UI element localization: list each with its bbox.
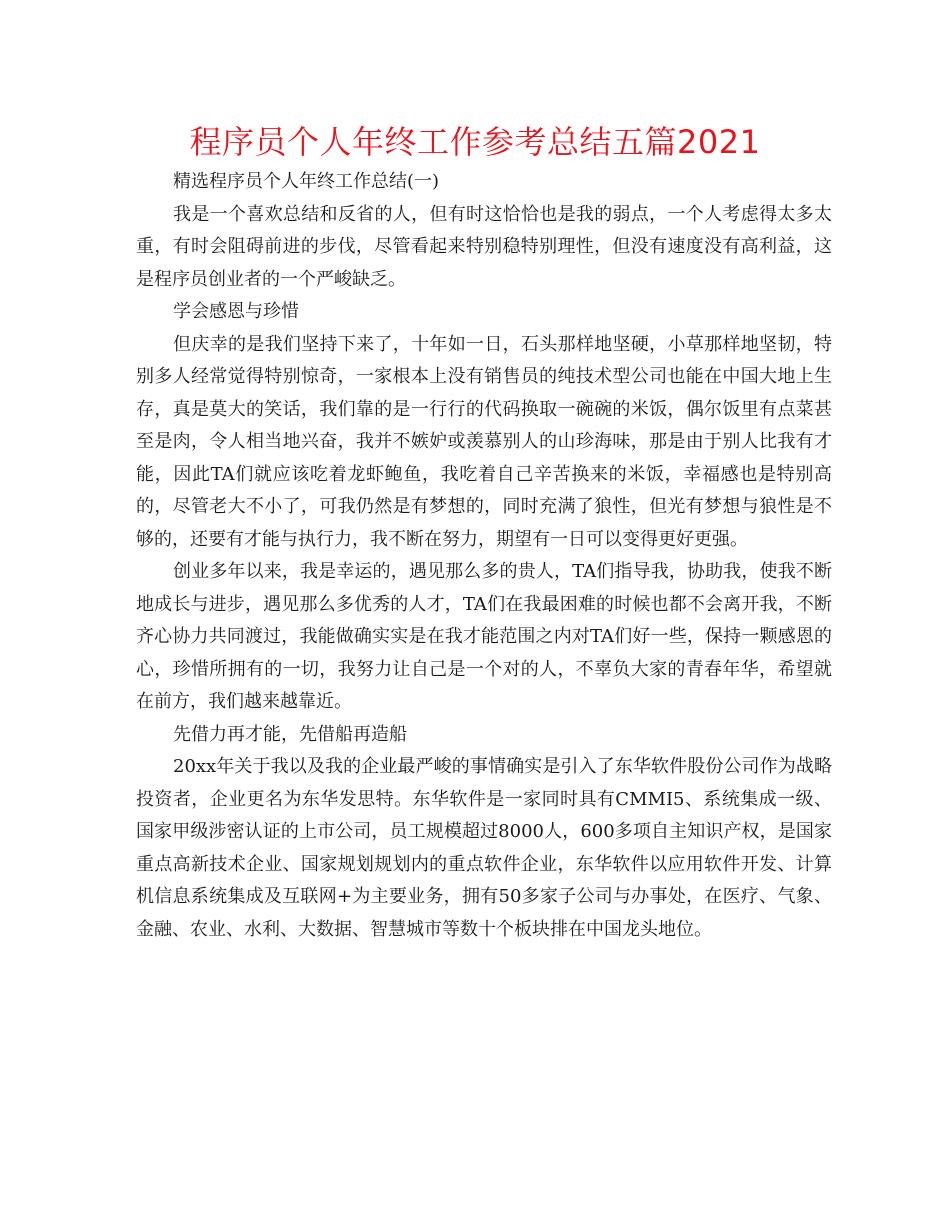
paragraph-subheading: 先借力再才能，先借船再造船: [173, 723, 407, 745]
document-title: 程序员个人年终工作参考总结五篇2021: [189, 123, 761, 161]
paragraph-subheading: 学会感恩与珍惜: [173, 301, 299, 322]
paragraph: 但庆幸的是我们坚持下来了，十年如一日，石头那样地坚硬，小草那样地坚韧，特别多人经常觉得特别惊奇，一家根本上没有销售员的纯技术型公司也能在中国大地上生存，真是莫大的笑话，我们靠的是一行行的代码换取一碗碗的米饭，偶尔饭里有点菜甚至是肉，令人相当地兴奋，我并不嫉妒或羡慕别人的山珍海味，那是由于别人比我有才能，因此TA们就应该吃着龙虾鲍鱼，我吃着自己辛苦换来的米饭，幸福感也是特别高的，尽管老大不小了，可我仍然是有梦想的，同时充满了狼性，但光有梦想与狼性是不够的，还要有才能与执行力，我不断在努力，期望有一日可以变得更好更强。: [136, 333, 832, 550]
paragraph: 20xx年关于我以及我的企业最严峻的事情确实是引入了东华软件股份公司作为战略投资者，企业更名为东华发思特。东华软件是一家同时具有CMMI5、系统集成一级、国家甲级涉密认证的上市公司，员工规模超过8000人，600多项自主知识产权，是国家重点高新技术企业、国家规划规划内的重点软件企业，东华软件以应用软件开发、计算机信息系统集成及互联网+为主要业务，拥有50多家子公司与办事处，在医疗、气象、金融、农业、水利、大数据、智慧城市等数十个板块排在中国龙头地位。: [136, 756, 832, 940]
document-body: [136, 166, 832, 946]
paragraph: 创业多年以来，我是幸运的，遇见那么多的贵人，TA们指导我，协助我，使我不断地成长与进步，遇见那么多优秀的人才，TA们在我最困难的时候也都不会离开我，不断齐心协力共同渡过，我能做确实实是在我才能范围之内对TA们好一些，保持一颗感恩的心，珍惜所拥有的一切，我努力让自己是一个对的人，不辜负大家的青春年华，希望就在前方，我们越来越靠近。: [136, 561, 832, 712]
paragraph-section-heading: 精选程序员个人年终工作总结(一): [173, 171, 440, 192]
paragraph: 我是一个喜欢总结和反省的人，但有时这恰恰也是我的弱点，一个人考虑得太多太重，有时会阻碍前进的步伐，尽管看起来特别稳特别理性，但没有速度没有高利益，这是程序员创业者的一个严峻缺乏。: [136, 203, 832, 290]
